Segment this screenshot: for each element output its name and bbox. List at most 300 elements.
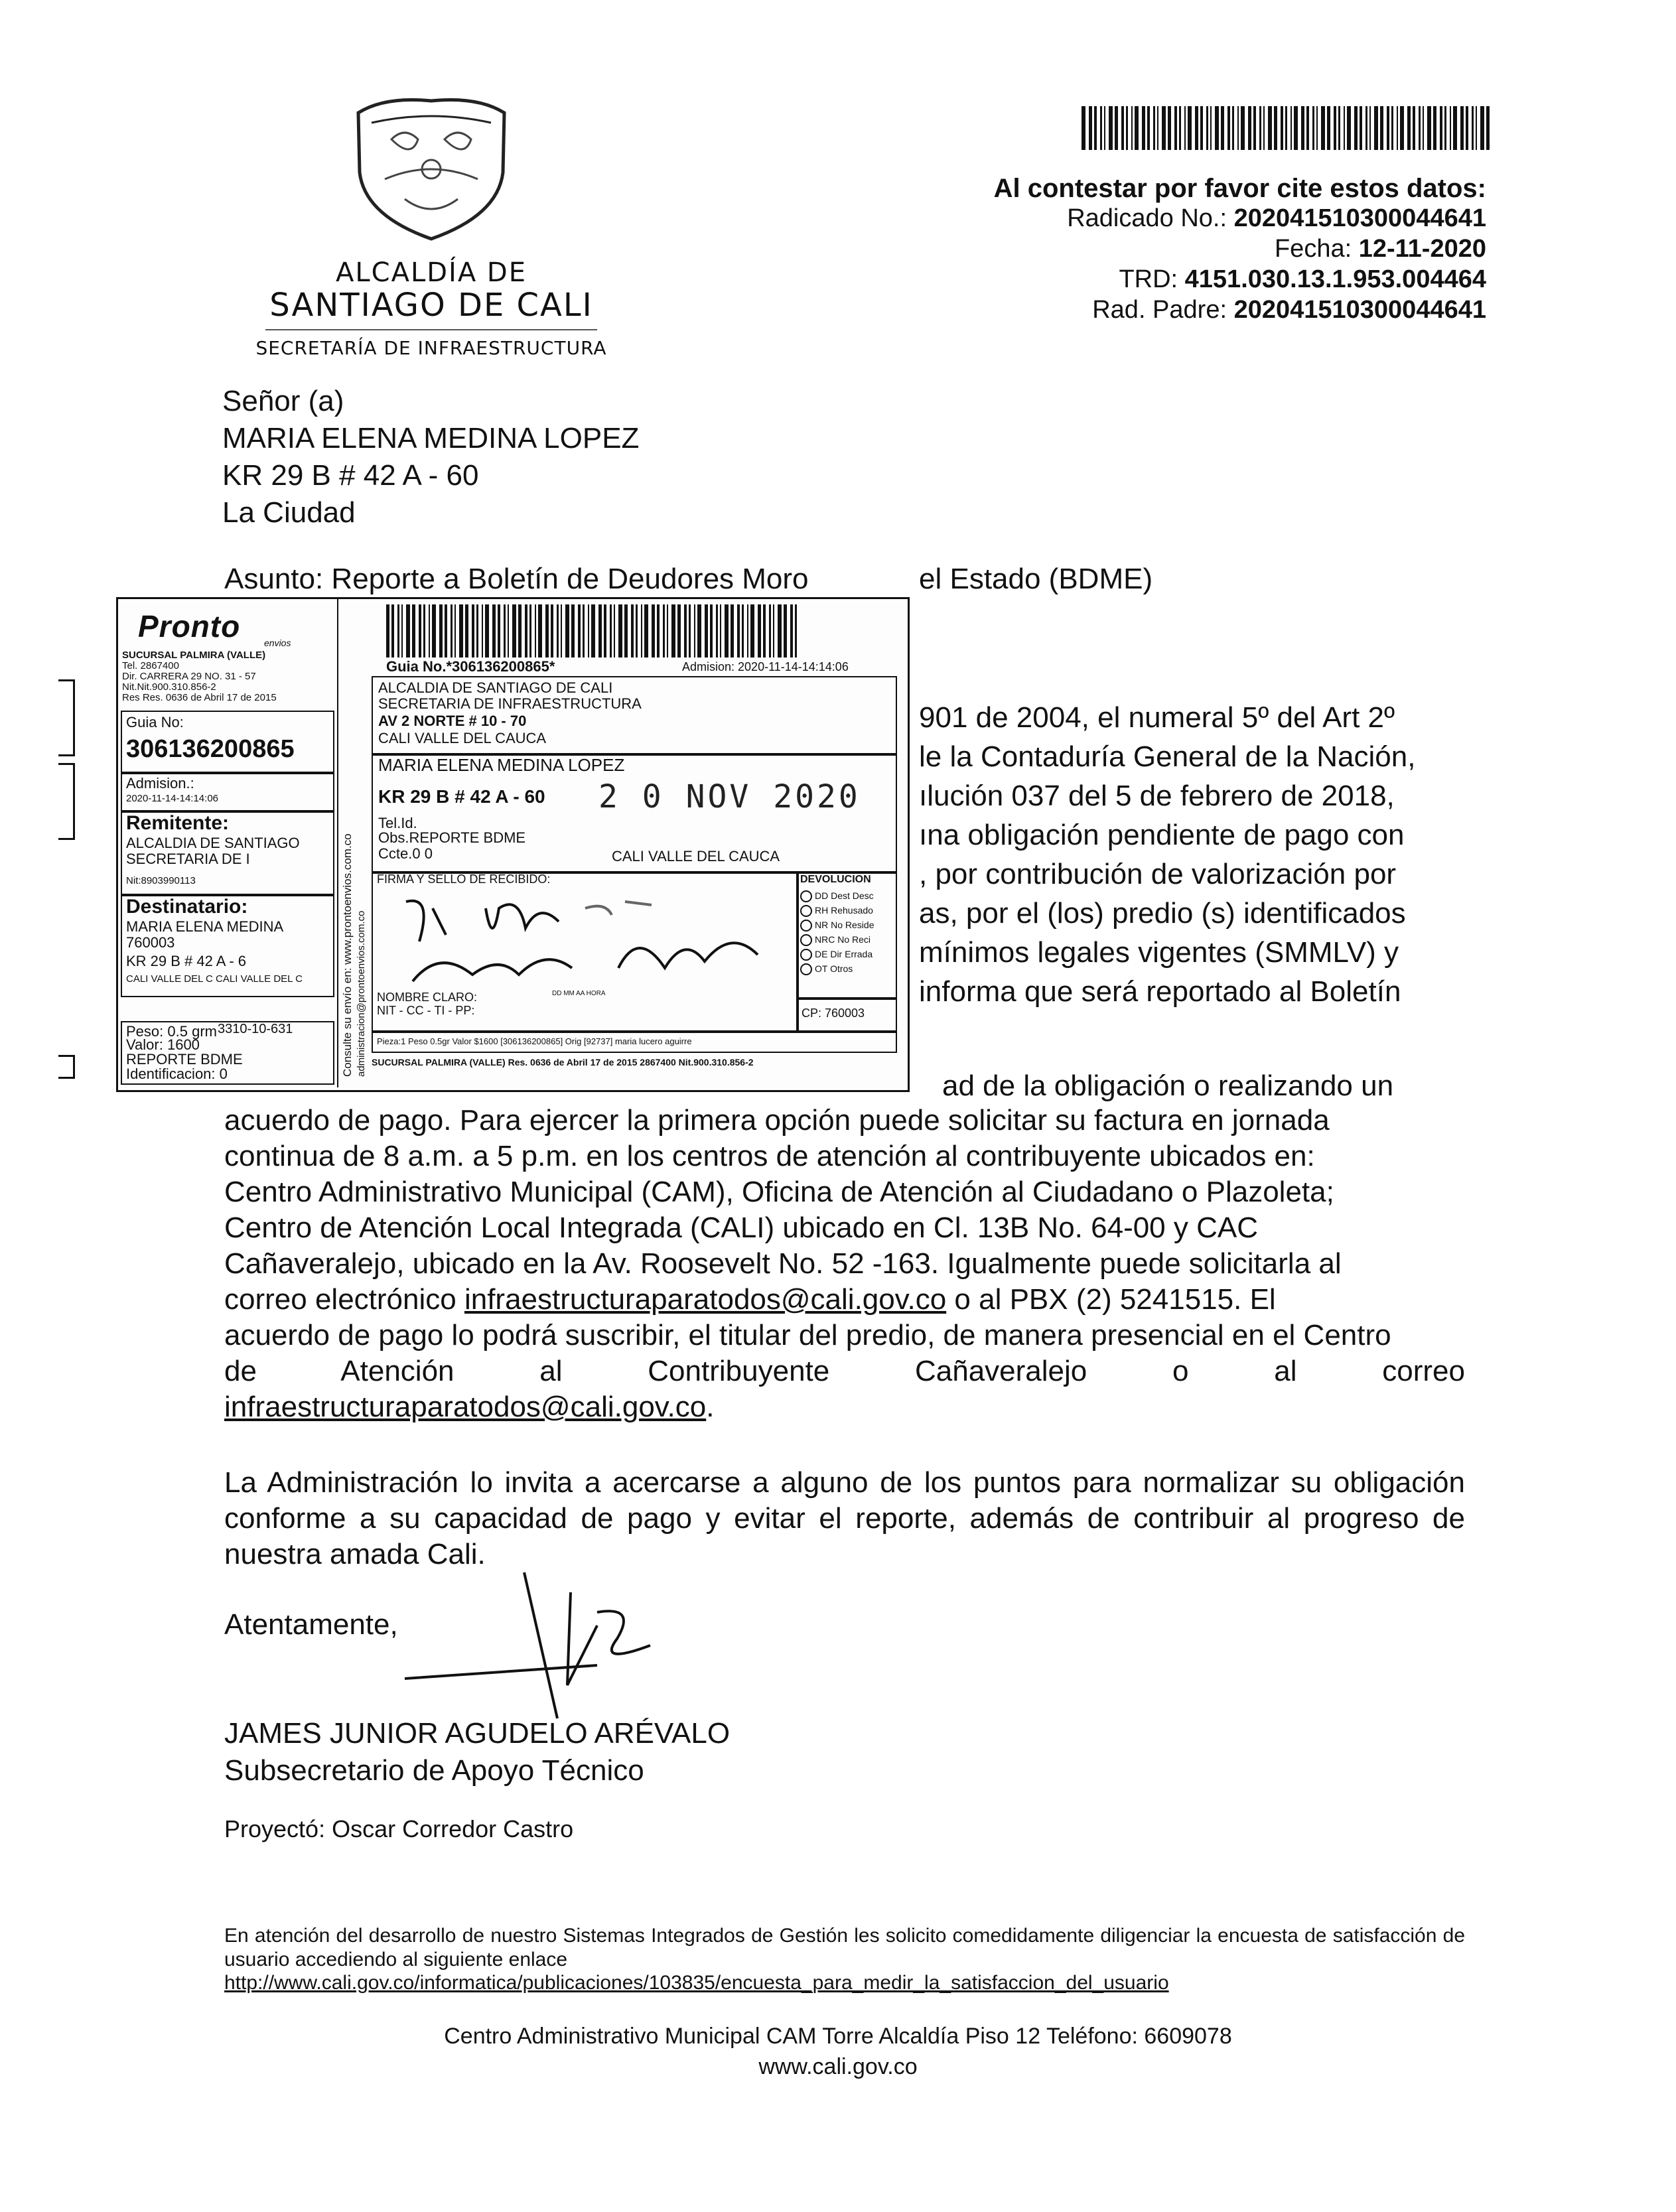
barcode-bar <box>1472 106 1474 150</box>
body-paragraph-2: La Administración lo invita a acercarse a alguno de los puntos para normalizar su obligación conforme a su capacidad de pago y evitar el reporte, además de contribuir al progreso de nuestra amada Cali. <box>224 1466 1465 1570</box>
footer-address: Centro Administrativo Municipal CAM Torre Alcaldía Piso 12 Teléfono: 6609078 <box>444 2024 1232 2049</box>
barcode-bar <box>1126 106 1128 150</box>
barcode-bar <box>697 604 701 657</box>
dest-line1: MARIA ELENA MEDINA <box>126 918 284 935</box>
barcode-bar <box>1369 106 1371 150</box>
barcode-bar <box>710 604 713 657</box>
barcode-bar <box>610 604 612 657</box>
barcode-bar <box>636 604 638 657</box>
guia-header: Guia No.*306136200865* <box>386 658 555 675</box>
barcode-bar <box>1354 106 1358 150</box>
courier-branch: SUCURSAL PALMIRA (VALLE) <box>122 650 266 661</box>
barcode-bar <box>652 604 655 657</box>
barcode-bar <box>747 604 748 657</box>
rad-padre-value: 202041510300044641 <box>1233 296 1486 324</box>
barcode-bar <box>1200 106 1203 150</box>
admision-label: Admision.: <box>126 775 194 792</box>
barcode-bar <box>1153 106 1155 150</box>
barcode-bar <box>571 604 575 657</box>
fragment-line: 901 de 2004, el numeral 5º del Art 2º <box>919 701 1395 734</box>
barcode-bar <box>1374 106 1378 150</box>
barcode-bar <box>1397 106 1398 150</box>
return-option[interactable] <box>800 947 874 961</box>
footer-website: www.cali.gov.co <box>758 2054 918 2079</box>
department-name: SECRETARÍA DE INFRAESTRUCTURA <box>255 337 607 359</box>
barcode-bar <box>1440 106 1442 150</box>
receiver-line2: KR 29 B # 42 A - 60 <box>378 786 545 807</box>
barcode-bar <box>565 604 569 657</box>
radicado-label: Radicado No.: <box>1067 204 1234 232</box>
identificacion-line: Identificacion: 0 <box>126 1066 228 1082</box>
barcode-bar <box>750 604 754 657</box>
sender-line1: ALCALDIA DE SANTIAGO DE CALI <box>378 679 613 696</box>
barcode-bar <box>583 604 585 657</box>
barcode-bar <box>1215 106 1219 150</box>
barcode-bar <box>1306 106 1309 150</box>
citation-intro: Al contestar por favor cite estos datos: <box>993 174 1486 203</box>
barcode-bar <box>1147 106 1150 150</box>
barcode-bar <box>1316 106 1318 150</box>
courier-res: Res Res. 0636 de Abril 17 de 2015 <box>122 692 277 703</box>
barcode-bar <box>412 604 415 657</box>
body-line: Centro Administrativo Municipal (CAM), Oficina de Atención al Ciudadano o Plazoleta; <box>224 1176 1334 1208</box>
radio-circle <box>800 949 812 961</box>
barcode-bar <box>538 604 542 657</box>
barcode-bar <box>1135 106 1139 150</box>
barcode-bar <box>529 604 531 657</box>
nit-cc-label: NIT - CC - TI - PP: <box>377 1004 475 1017</box>
barcode-bar <box>535 604 536 657</box>
radio-circle <box>800 920 812 932</box>
barcode-bar <box>561 604 562 657</box>
barcode-bar <box>1380 106 1383 150</box>
devolucion-box <box>796 871 897 1000</box>
barcode-bar <box>1444 106 1446 150</box>
destinatario-label: Destinatario: <box>126 896 248 918</box>
trd-value: 4151.030.13.1.953.004464 <box>1184 265 1486 293</box>
fragment-line: mínimos legales vigentes (SMMLV) y <box>919 936 1399 969</box>
receiver-line5: Ccte.0 0 <box>378 845 433 862</box>
body-line: acuerdo de pago lo podrá suscribir, el titular del predio, de manera presencial en el Centro <box>224 1319 1391 1351</box>
barcode-bar <box>769 604 771 657</box>
barcode-bar <box>1221 106 1224 150</box>
fecha-value: 12-11-2020 <box>1358 235 1486 263</box>
body-text: . <box>706 1391 715 1423</box>
rad-padre-line <box>1092 296 1486 324</box>
return-option[interactable] <box>800 918 874 932</box>
return-option-label: OT Otros <box>815 963 853 974</box>
date-columns: DD MM AA HORA <box>552 990 606 997</box>
barcode-bar <box>1391 106 1393 150</box>
received-stamp-date: 2 0 NOV 2020 <box>598 778 861 815</box>
barcode-bar <box>1263 106 1265 150</box>
firma-box <box>372 871 799 1033</box>
barcode-bar <box>1094 106 1097 150</box>
barcode-bar <box>663 604 665 657</box>
admision-header: Admision: 2020-11-14-14:14:06 <box>682 660 849 673</box>
subject-right: el Estado (BDME) <box>919 563 1153 595</box>
barcode-bar <box>795 604 797 657</box>
barcode-bar <box>694 604 695 657</box>
municipality-line2: SANTIAGO DE CALI <box>269 287 593 324</box>
return-option[interactable] <box>800 888 874 903</box>
barcode-bar <box>716 604 718 657</box>
barcode-bar <box>1115 106 1118 150</box>
barcode-bar <box>1460 106 1464 150</box>
barcode-bar <box>1407 106 1411 150</box>
body-line: Centro de Atención Local Integrada (CALI) ubicado en Cl. 13B No. 64-00 y CAC <box>224 1211 1259 1244</box>
courier-tel: Tel. 2867400 <box>122 660 179 671</box>
bottom-row <box>372 1030 897 1053</box>
receiver-line1: MARIA ELENA MEDINA LOPEZ <box>378 755 625 775</box>
radio-circle <box>800 890 812 902</box>
barcode-bar <box>429 604 430 657</box>
remitente-box <box>121 811 334 895</box>
barcode-bar <box>1232 106 1234 150</box>
barcode-bar <box>1274 106 1277 150</box>
barcode-bar <box>618 604 622 657</box>
return-option-label: DD Dest Desc <box>815 890 874 901</box>
fecha-label: Fecha: <box>1274 235 1359 263</box>
barcode-bar <box>644 604 648 657</box>
devolucion-label: DEVOLUCION <box>800 874 871 885</box>
receiver-line3: Tel.Id. <box>378 815 417 831</box>
barcode-bar <box>1387 106 1389 150</box>
header-rule <box>265 329 597 330</box>
barcode-bar <box>445 604 447 657</box>
remitente-line2: SECRETARIA DE I <box>126 851 250 867</box>
barcode-bar <box>1365 106 1367 150</box>
barcode-bar <box>784 604 787 657</box>
barcode-bar <box>631 604 634 657</box>
survey-text: En atención del desarrollo de nuestro Sistemas Integrados de Gestión les solicito comedidamente diligenciar la encuesta de satisfacción de usuario accediendo al siguiente enlace <box>224 1925 1465 1970</box>
return-option-label: RH Rehusado <box>815 905 873 916</box>
barcode-bar <box>512 604 516 657</box>
barcode-bar <box>1423 106 1424 150</box>
barcode-bar <box>773 604 774 657</box>
bottom-footer-text: SUCURSAL PALMIRA (VALLE) Res. 0636 de Abril 17 de 2015 2867400 Nit.900.310.856-2 <box>372 1057 754 1068</box>
barcode-bar <box>1334 106 1336 150</box>
body-line: Cañaveralejo, ubicado en la Av. Roosevelt No. 52 -163. Igualmente puede solicitarla al <box>224 1247 1342 1280</box>
barcode-bar <box>432 604 436 657</box>
barcode-bar <box>1291 106 1292 150</box>
dest-line3: KR 29 B # 42 A - 6 <box>126 953 247 969</box>
barcode-bar <box>397 604 399 657</box>
barcode-bar <box>1174 106 1177 150</box>
barcode-bar <box>624 604 628 657</box>
barcode-bar <box>1480 106 1484 150</box>
barcode-bar <box>1321 106 1325 150</box>
courier-nit: Nit.Nit.900.310.856-2 <box>122 681 216 693</box>
barcode-bar <box>482 604 483 657</box>
courier-label <box>116 597 910 1092</box>
barcode-bar <box>1157 106 1158 150</box>
return-option[interactable] <box>800 903 874 918</box>
firma-label: FIRMA Y SELLO DE RECIBIDO: <box>377 872 551 886</box>
radicado-barcode <box>1082 106 1490 150</box>
barcode-bar <box>1237 106 1239 150</box>
radicado-value: 202041510300044641 <box>1233 204 1486 232</box>
courier-brand: Pronto <box>138 609 241 644</box>
sender-block <box>372 676 897 756</box>
label-code: 3310-10-631 <box>218 1022 293 1036</box>
salutation: Señor (a) <box>222 385 344 417</box>
barcode-bar <box>551 604 553 657</box>
barcode-bar <box>1419 106 1421 150</box>
barcode-bar <box>1188 106 1192 150</box>
barcode-bar <box>1476 106 1477 150</box>
label-stub <box>118 599 338 1087</box>
receiver-line4: Obs.REPORTE BDME <box>378 829 526 846</box>
fragment-line: ına obligación pendiente de pago con <box>919 819 1405 851</box>
return-option[interactable] <box>800 932 874 947</box>
barcode-bar <box>1327 106 1330 150</box>
barcode-bar <box>1121 106 1124 150</box>
valor-label: Valor: <box>126 1036 163 1053</box>
fragment-obligacion: ad de la obligación o realizando un <box>942 1070 1394 1102</box>
barcode-bar <box>1268 106 1272 150</box>
barcode-bar <box>459 604 463 657</box>
label-side-text-2: administracion@prontoenvios.com.co <box>356 910 367 1077</box>
body-line: de Atención al Contribuyente Cañaveralejo o al correo <box>224 1355 1465 1387</box>
remitente-line1: ALCALDIA DE SANTIAGO <box>126 835 300 851</box>
barcode-bar <box>504 604 506 657</box>
barcode-bar <box>1450 106 1451 150</box>
barcode-bar <box>1400 106 1404 150</box>
email-link-2[interactable]: infraestructuraparatodos@cali.gov.co <box>224 1391 707 1423</box>
barcode-bar <box>518 604 522 657</box>
barcode-bar <box>1241 106 1245 150</box>
barcode-bar <box>492 604 496 657</box>
barcode-bar <box>1168 106 1171 150</box>
barcode-bar <box>588 604 589 657</box>
barcode-bar <box>737 604 740 657</box>
barcode-bar <box>705 604 708 657</box>
barcode-bar <box>451 604 453 657</box>
barcode-bar <box>1082 106 1085 150</box>
municipality-line1: ALCALDÍA DE <box>336 257 527 288</box>
barcode-bar <box>1210 106 1212 150</box>
barcode-bar <box>671 604 675 657</box>
fragment-line: as, por el (los) predio (s) identificados <box>919 897 1406 930</box>
barcode-bar <box>790 604 793 657</box>
receiver-city: CALI VALLE DEL CAUCA <box>612 848 780 864</box>
barcode-bar <box>1413 106 1415 150</box>
body-line <box>224 1389 1465 1425</box>
guia-label: Guia No: <box>126 714 184 730</box>
barcode-bar <box>1100 106 1102 150</box>
barcode-bar <box>454 604 456 657</box>
barcode-bar <box>391 604 394 657</box>
barcode-bar <box>545 604 549 657</box>
barcode-bar <box>525 604 527 657</box>
body-line: continua de 8 a.m. a 5 p.m. en los centros de atención al contribuyente ubicados en: <box>224 1140 1315 1172</box>
barcode-bar <box>401 604 403 657</box>
return-option-label: NR No Reside <box>815 920 874 930</box>
dest-line4: CALI VALLE DEL C CALI VALLE DEL C <box>126 973 303 985</box>
barcode-bar <box>1427 106 1431 150</box>
fragment-line: ılución 037 del 5 de febrero de 2018, <box>919 780 1395 812</box>
cp-box <box>796 997 897 1033</box>
barcode-bar <box>472 604 474 657</box>
barcode-bar <box>465 604 468 657</box>
margin-mark <box>58 763 75 840</box>
guia-value: 306136200865 <box>126 735 295 763</box>
barcode-bar <box>677 604 681 657</box>
barcode-bar <box>1248 106 1251 150</box>
barcode-bar <box>1179 106 1181 150</box>
recipient-handwriting <box>386 888 784 988</box>
barcode-bar <box>1104 106 1105 150</box>
projected-by: Proyectó: Oscar Corredor Castro <box>224 1815 574 1842</box>
courier-brand-sub: envios <box>264 638 291 648</box>
margin-mark <box>58 1055 75 1079</box>
barcode-bar <box>720 604 721 657</box>
barcode-bar <box>423 604 425 657</box>
recipient-address: KR 29 B # 42 A - 60 <box>222 459 479 492</box>
barcode-bar <box>578 604 581 657</box>
barcode-bar <box>386 604 389 657</box>
body-text: correo electrónico <box>224 1283 464 1316</box>
signer-name: JAMES JUNIOR AGUDELO ARÉVALO <box>224 1717 731 1750</box>
barcode-bar <box>742 604 744 657</box>
barcode-bar <box>1453 106 1457 150</box>
guia-box <box>121 711 334 773</box>
barcode-bar <box>1347 106 1351 150</box>
barcode-bar <box>476 604 478 657</box>
radio-circle <box>800 934 812 946</box>
body-line: acuerdo de pago. Para ejercer la primera opción puede solicitar su factura en jornada <box>224 1104 1330 1137</box>
radio-circle <box>800 963 812 975</box>
barcode-bar <box>778 604 782 657</box>
remitente-label: Remitente: <box>126 812 230 834</box>
sender-line4: CALI VALLE DEL CAUCA <box>378 730 547 746</box>
barcode-bar <box>1195 106 1198 150</box>
barcode-bar <box>508 604 509 657</box>
barcode-bar <box>1184 106 1186 150</box>
recipient-city: La Ciudad <box>222 496 356 529</box>
barcode-bar <box>1259 106 1261 150</box>
barcode-bar <box>485 604 489 657</box>
reporte-line: REPORTE BDME <box>126 1051 243 1068</box>
barcode-bar <box>1227 106 1230 150</box>
barcode-bar <box>1466 106 1468 150</box>
handwritten-signature <box>398 1566 743 1738</box>
barcode-bar <box>758 604 761 657</box>
barcode-bar <box>498 604 500 657</box>
barcode-bar <box>439 604 443 657</box>
body-paragraph-1 <box>224 1103 1465 1425</box>
barcode-bar <box>1162 106 1166 150</box>
barcode-bar <box>1486 106 1490 150</box>
admision-value: 2020-11-14-14:14:06 <box>126 793 218 804</box>
fragment-line: le la Contaduría General de la Nación, <box>919 740 1416 773</box>
barcode-bar <box>1109 106 1113 150</box>
barcode-bar <box>406 604 410 657</box>
return-option[interactable] <box>800 961 874 976</box>
closing-regards: Atentamente, <box>224 1608 398 1641</box>
barcode-bar <box>1360 106 1362 150</box>
barcode-bar <box>557 604 559 657</box>
cp-value: CP: 760003 <box>802 1006 865 1020</box>
radicado-line <box>1067 204 1486 233</box>
barcode-bar <box>1285 106 1287 150</box>
barcode-bar <box>1344 106 1345 150</box>
valor-value: 1600 <box>167 1036 200 1053</box>
sender-line2: SECRETARIA DE INFRAESTRUCTURA <box>378 695 642 712</box>
barcode-bar <box>731 604 734 657</box>
subject-left: Asunto: Reporte a Boletín de Deudores Moro <box>224 563 809 595</box>
barcode-bar <box>1142 106 1145 150</box>
barcode-bar <box>657 604 660 657</box>
trd-line <box>1119 265 1486 294</box>
devolucion-options <box>800 888 874 976</box>
barcode-bar <box>591 604 595 657</box>
margin-mark <box>58 679 75 756</box>
peso-value: 0.5 grm <box>167 1023 217 1040</box>
barcode-bar <box>1312 106 1314 150</box>
paragraph-fragments <box>919 698 1415 1011</box>
label-side-text: Consulte su envío en: www.prontoenvios.com.co <box>341 833 354 1077</box>
nombre-claro-label: NOMBRE CLARO: <box>377 991 478 1004</box>
barcode-bar <box>684 604 687 657</box>
coat-of-arms-logo <box>345 93 518 245</box>
barcode-bar <box>667 604 668 657</box>
barcode-bar <box>1281 106 1283 150</box>
barcode-bar <box>1089 106 1092 150</box>
barcode-bar <box>1433 106 1436 150</box>
fecha-line <box>1275 235 1486 263</box>
radio-circle <box>800 905 812 917</box>
receiver-block <box>372 753 897 874</box>
remitente-nit: Nit:8903990113 <box>126 875 196 886</box>
signer-title: Subsecretario de Apoyo Técnico <box>224 1754 644 1787</box>
return-option-label: DE Dir Errada <box>815 949 873 959</box>
dest-line2: 760003 <box>126 934 175 951</box>
recipient-name: MARIA ELENA MEDINA LOPEZ <box>222 422 640 454</box>
destinatario-box <box>121 895 334 997</box>
barcode-bar <box>763 604 766 657</box>
barcode-bar <box>1131 106 1133 150</box>
courier-dir: Dir. CARRERA 29 NO. 31 - 57 <box>122 671 256 682</box>
trd-label: TRD: <box>1119 265 1185 293</box>
guia-barcode <box>386 604 800 657</box>
fragment-line: , por contribución de valorización por <box>919 858 1397 890</box>
barcode-bar <box>419 604 421 657</box>
barcode-bar <box>1253 106 1256 150</box>
barcode-bar <box>689 604 691 657</box>
barcode-bar <box>641 604 642 657</box>
barcode-bar <box>1301 106 1304 150</box>
rad-padre-label: Rad. Padre: <box>1092 296 1234 324</box>
barcode-bar <box>614 604 615 657</box>
admision-box <box>121 773 334 811</box>
sender-line3: AV 2 NORTE # 10 - 70 <box>378 713 527 729</box>
barcode-bar <box>725 604 729 657</box>
survey-link[interactable]: http://www.cali.gov.co/informatica/publicaciones/103835/encuesta_para_medir_la_satisfaccion_del_usuario <box>224 1972 1169 1994</box>
body-line <box>224 1282 1465 1318</box>
barcode-bar <box>598 604 602 657</box>
barcode-bar <box>604 604 606 657</box>
barcode-bar <box>1294 106 1298 150</box>
fragment-line: informa que será reportado al Boletín <box>919 975 1401 1008</box>
email-link[interactable]: infraestructuraparatodos@cali.gov.co <box>464 1283 947 1316</box>
peso-label: Peso: <box>126 1023 164 1040</box>
bottom-row-text: Pieza:1 Peso 0.5gr Valor $1600 [306136200865] Orig [92737] maria lucero aguirre <box>377 1036 692 1046</box>
barcode-bar <box>1206 106 1208 150</box>
return-option-label: NRC No Reci <box>815 934 871 945</box>
body-text: o al PBX (2) 5241515. El <box>946 1283 1276 1316</box>
